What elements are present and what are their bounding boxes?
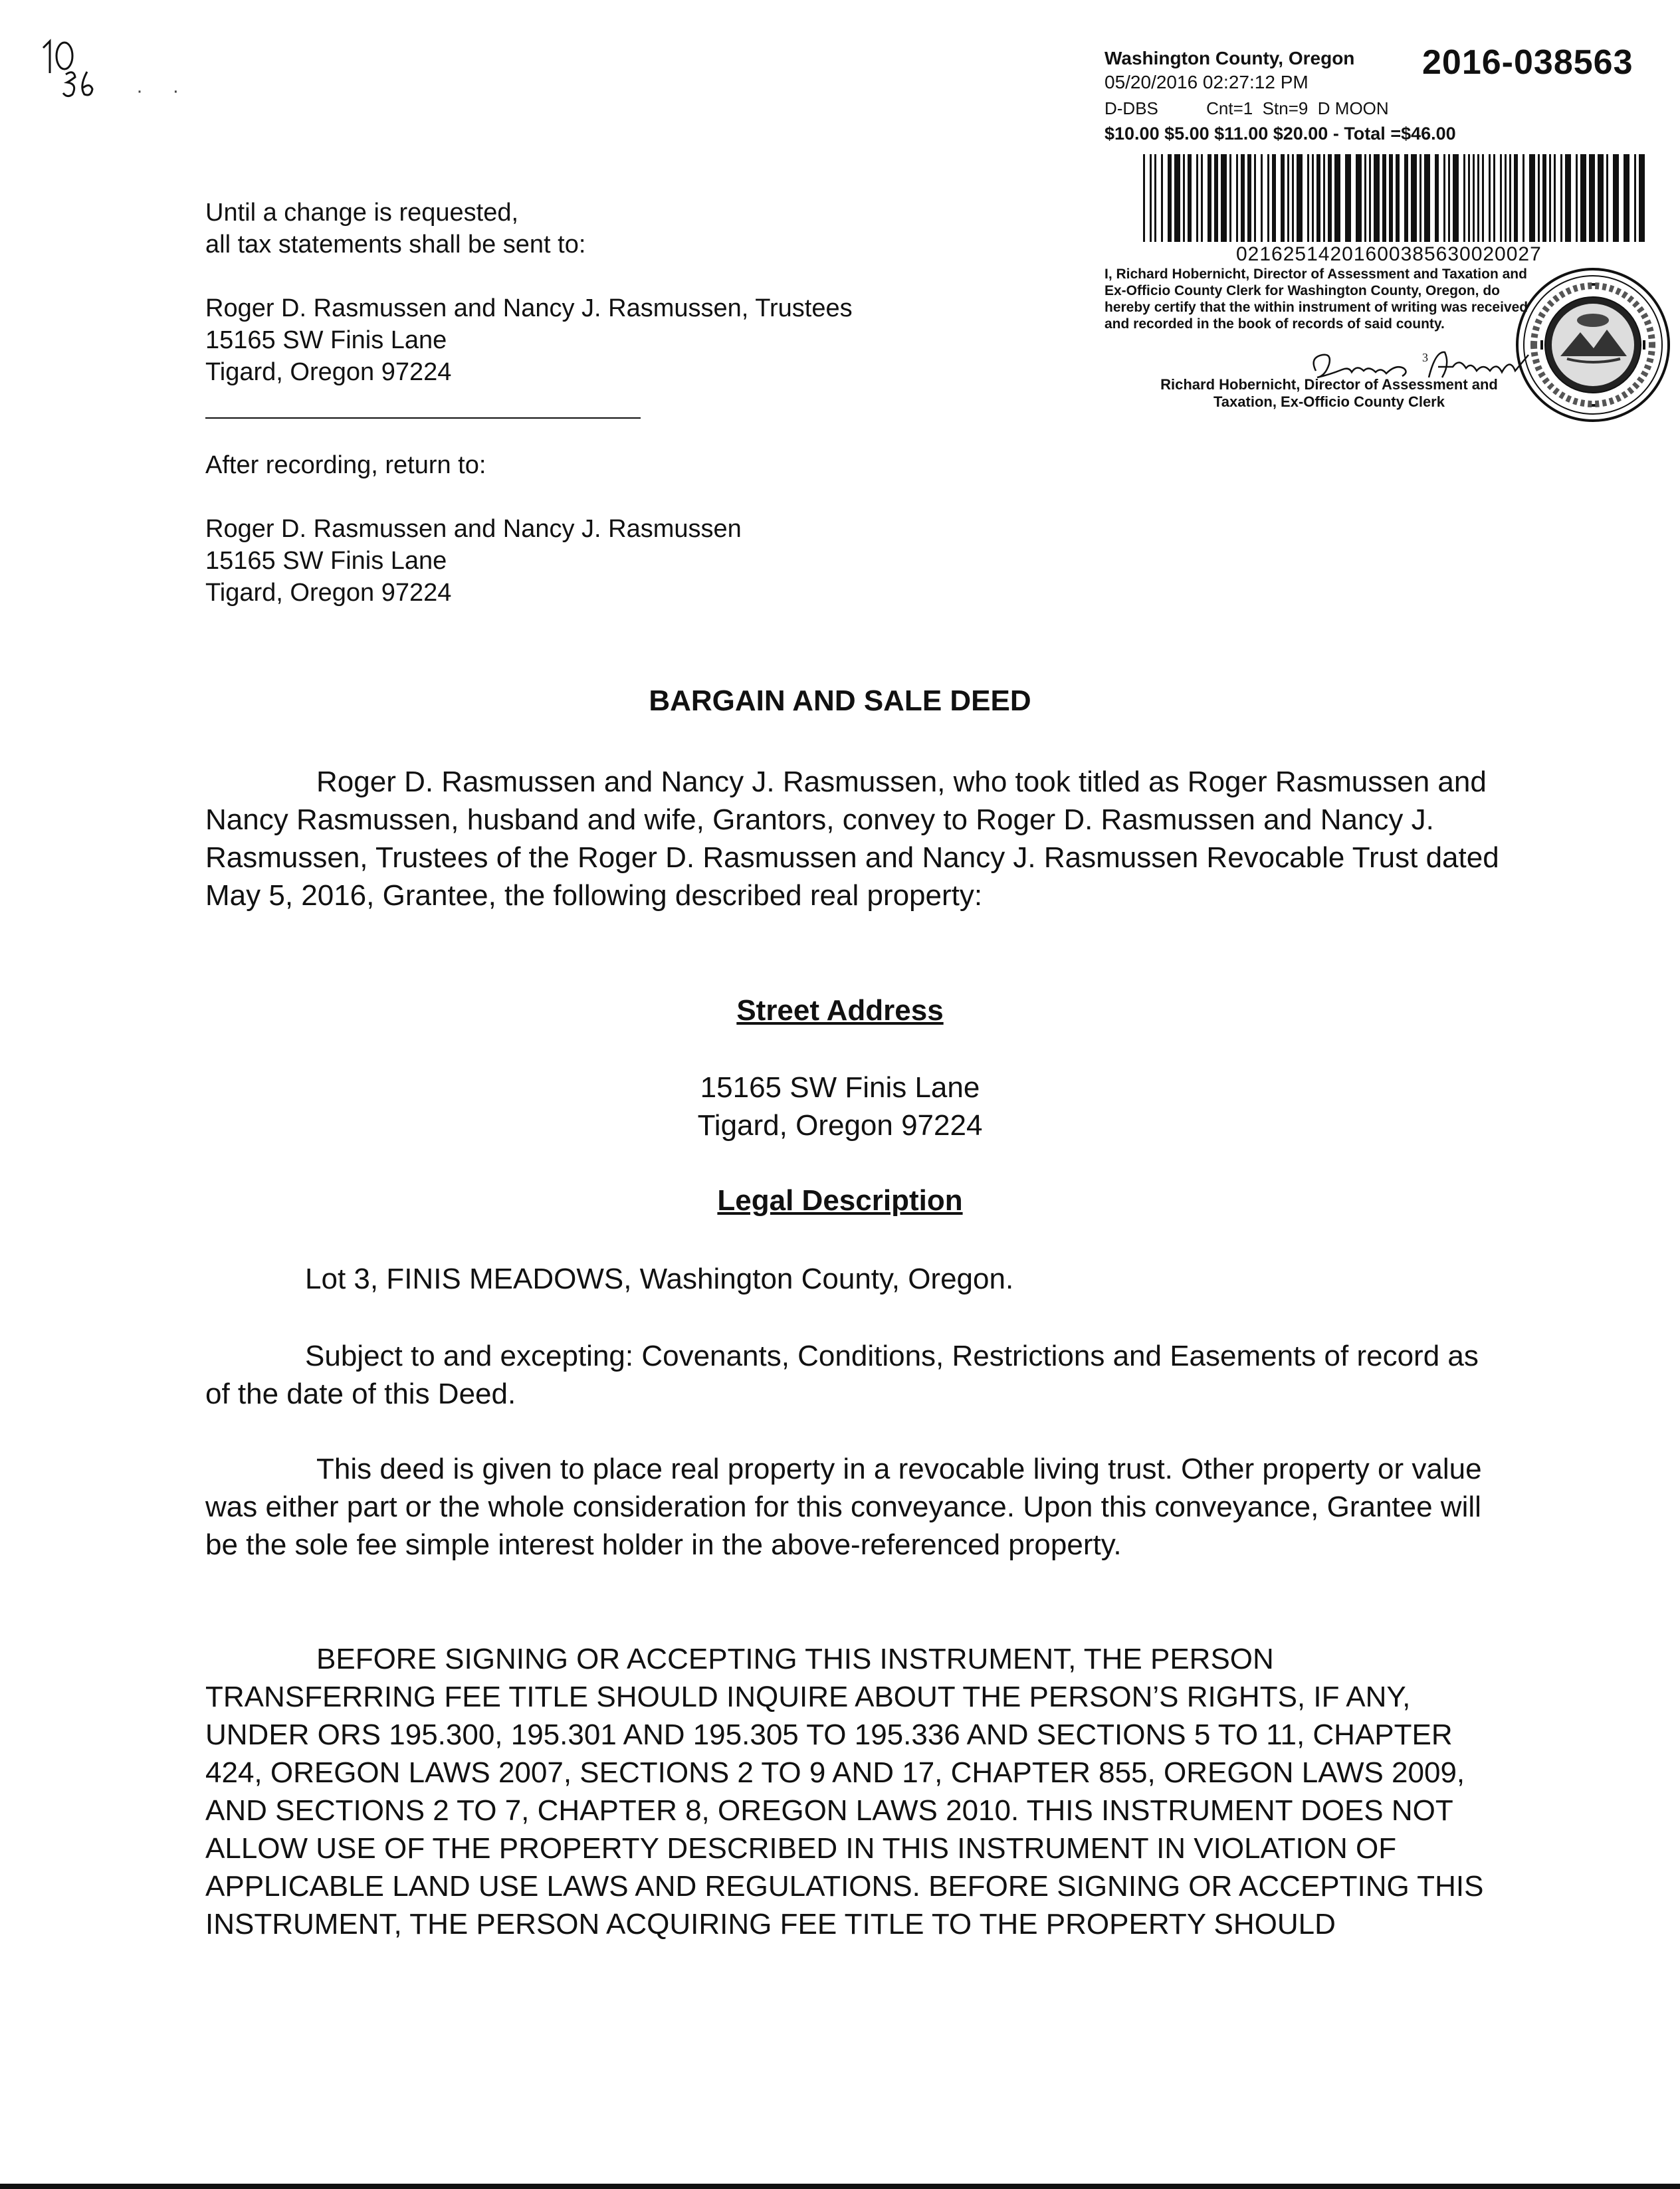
barcode-bar bbox=[1356, 154, 1362, 242]
barcode-bar bbox=[1448, 154, 1450, 242]
barcode-bar bbox=[1634, 154, 1636, 242]
barcode-bar bbox=[1613, 154, 1619, 242]
barcode-bar bbox=[1254, 154, 1256, 242]
barcode-bar bbox=[1247, 154, 1251, 242]
barcode-bar bbox=[1323, 154, 1325, 242]
recording-certificate: I, Richard Hobernicht, Director of Assessment and Taxation and Ex-Officio County Clerk for Washington County, Oregon, do hereby certify that the within instrument of writing was received and recorded in the book of records of said county. bbox=[1104, 266, 1528, 332]
barcode-bar bbox=[1261, 154, 1263, 242]
tax-statements-name: Roger D. Rasmussen and Nancy J. Rasmussen, Trustees bbox=[205, 294, 853, 322]
barcode-bar bbox=[1522, 154, 1524, 242]
barcode-bar bbox=[1267, 154, 1269, 242]
barcode-bar bbox=[1214, 154, 1218, 242]
barcode-bar bbox=[1161, 154, 1163, 242]
barcode bbox=[1143, 154, 1648, 242]
barcode-bar bbox=[1229, 154, 1231, 242]
barcode-bar bbox=[1576, 154, 1578, 242]
barcode-bar bbox=[1396, 154, 1400, 242]
barcode-bar bbox=[1411, 154, 1417, 242]
barcode-bar bbox=[1345, 154, 1351, 242]
return-to-name: Roger D. Rasmussen and Nancy J. Rasmussen bbox=[205, 515, 742, 543]
barcode-bar bbox=[1201, 154, 1203, 242]
barcode-bar bbox=[1328, 154, 1332, 242]
barcode-bar bbox=[1307, 154, 1309, 242]
barcode-bar bbox=[1316, 154, 1320, 242]
document-number: 2016-038563 bbox=[1422, 43, 1633, 82]
barcode-bar bbox=[1500, 154, 1502, 242]
barcode-bar bbox=[1443, 154, 1445, 242]
deed-intro-paragraph: Roger D. Rasmussen and Nancy J. Rasmussen, who took titled as Roger Rasmussen and Nancy Rasmussen, husband and wife, Grantors, convey to Roger D. Rasmussen and Nancy J. Rasmussen, Trustees of the Roger D. Rasmussen and Nancy J. Rasmussen Revocable Trust dated May 5, 2016, Grantee, the following described real property: bbox=[205, 766, 1499, 912]
return-to-block bbox=[205, 449, 742, 609]
statutory-warning-paragraph: BEFORE SIGNING OR ACCEPTING THIS INSTRUMENT, THE PERSON TRANSFERRING FEE TITLE SHOULD INQUIRE ABOUT THE PERSON’S RIGHTS, IF ANY, UNDER ORS 195.300, 195.301 AND 195.305 TO 195.336 AND SECTIONS 5 TO 11, CHAPTER 424, OREGON LAWS 2007, SECTIONS 2 TO 9 AND 17, CHAPTER 855, OREGON LAWS 2009, AND SECTIONS 2 TO 7, CHAPTER 8, OREGON LAWS 2010. THIS INSTRUMENT DOES NOT ALLOW USE OF THE PROPERTY DESCRIBED IN THIS INSTRUMENT IN VIOLATION OF APPLICABLE LAND USE LAWS AND REGULATIONS. BEFORE SIGNING OR ACCEPTING THIS INSTRUMENT, THE PERSON ACQUIRING FEE TITLE TO THE PROPERTY SHOULD bbox=[205, 1643, 1484, 1940]
barcode-bar bbox=[1188, 154, 1192, 242]
deed-title: BARGAIN AND SALE DEED bbox=[649, 684, 1031, 717]
tax-statements-line-2: all tax statements shall be sent to: bbox=[205, 231, 586, 259]
tax-statements-line-1: Until a change is requested, bbox=[205, 199, 519, 227]
barcode-bar bbox=[1404, 154, 1408, 242]
tax-statements-city: Tigard, Oregon 97224 bbox=[205, 358, 452, 386]
barcode-bar bbox=[1463, 154, 1465, 242]
barcode-bar bbox=[1598, 154, 1604, 242]
separator-rule bbox=[205, 417, 641, 419]
barcode-bar bbox=[1489, 154, 1491, 242]
barcode-bar bbox=[1174, 154, 1180, 242]
barcode-bar bbox=[1509, 154, 1511, 242]
barcode-bar bbox=[1272, 154, 1276, 242]
tax-statements-street: 15165 SW Finis Lane bbox=[205, 326, 447, 354]
recording-fees: $10.00 $5.00 $11.00 $20.00 - Total =$46.00 bbox=[1104, 124, 1456, 144]
barcode-bar bbox=[1208, 154, 1211, 242]
barcode-bar bbox=[1538, 154, 1540, 242]
street-address-line-2: Tigard, Oregon 97224 bbox=[697, 1109, 983, 1142]
barcode-bar bbox=[1589, 154, 1595, 242]
street-address-line-1: 15165 SW Finis Lane bbox=[700, 1071, 980, 1104]
barcode-bar bbox=[1419, 154, 1421, 242]
page-bottom-edge bbox=[0, 2184, 1680, 2189]
barcode-bar bbox=[1529, 154, 1535, 242]
barcode-bar bbox=[1606, 154, 1608, 242]
barcode-bar bbox=[1287, 154, 1289, 242]
legal-description-heading: Legal Description bbox=[717, 1184, 963, 1217]
barcode-bar bbox=[1196, 154, 1198, 242]
barcode-bar bbox=[1473, 154, 1475, 242]
subject-to-paragraph: Subject to and excepting: Covenants, Conditions, Restrictions and Easements of record as of the date of this Deed. bbox=[205, 1340, 1479, 1410]
recording-datetime: 05/20/2016 02:27:12 PM bbox=[1104, 72, 1309, 92]
tax-statements-block bbox=[205, 197, 853, 388]
barcode-bar bbox=[1143, 154, 1145, 242]
barcode-bar bbox=[1560, 154, 1562, 242]
barcode-bar bbox=[1453, 154, 1459, 242]
clerk-line-2: Taxation, Ex-Officio County Clerk bbox=[1213, 393, 1445, 410]
barcode-bar bbox=[1639, 154, 1645, 242]
barcode-bar bbox=[1482, 154, 1484, 242]
barcode-bar bbox=[1154, 154, 1156, 242]
street-address-heading: Street Address bbox=[736, 994, 944, 1027]
barcode-bar bbox=[1374, 154, 1380, 242]
county-seal-icon bbox=[1514, 266, 1672, 424]
barcode-bar bbox=[1236, 154, 1238, 242]
barcode-bar bbox=[1292, 154, 1294, 242]
barcode-bar bbox=[1168, 154, 1172, 242]
barcode-bar bbox=[1549, 154, 1551, 242]
barcode-bar bbox=[1624, 154, 1629, 242]
recording-codes: D-DBS Cnt=1 Stn=9 D MOON bbox=[1104, 98, 1389, 118]
barcode-bar bbox=[1565, 154, 1571, 242]
barcode-bar bbox=[1514, 154, 1518, 242]
clerk-line-1: Richard Hobernicht, Director of Assessment and bbox=[1160, 376, 1498, 393]
return-to-city: Tigard, Oregon 97224 bbox=[205, 579, 452, 607]
barcode-bar bbox=[1505, 154, 1507, 242]
barcode-bar bbox=[1389, 154, 1393, 242]
return-to-street: 15165 SW Finis Lane bbox=[205, 547, 447, 575]
scan-marks: · · bbox=[136, 80, 191, 102]
return-to-label: After recording, return to: bbox=[205, 451, 486, 479]
svg-text:3: 3 bbox=[1422, 351, 1428, 364]
barcode-bar bbox=[1424, 154, 1430, 242]
barcode-bar bbox=[1241, 154, 1245, 242]
barcode-bar bbox=[1435, 154, 1439, 242]
barcode-bar bbox=[1364, 154, 1366, 242]
barcode-bar bbox=[1468, 154, 1470, 242]
barcode-bar bbox=[1221, 154, 1227, 242]
barcode-bar bbox=[1150, 154, 1152, 242]
clerk-name-block bbox=[1090, 376, 1568, 411]
barcode-bar bbox=[1312, 154, 1314, 242]
barcode-bar bbox=[1382, 154, 1386, 242]
trust-paragraph: This deed is given to place real property in a revocable living trust. Other property or value was either part or the whole consideration for this conveyance. Upon this conveyance, Grantee will be the sole fee simple interest holder in the above-referenced property. bbox=[205, 1453, 1482, 1561]
barcode-bar bbox=[1369, 154, 1371, 242]
barcode-bar bbox=[1183, 154, 1185, 242]
barcode-bar bbox=[1334, 154, 1340, 242]
barcode-bar bbox=[1281, 154, 1285, 242]
barcode-number: 02162514201600385630020027 bbox=[1236, 243, 1542, 265]
legal-description-text: Lot 3, FINIS MEADOWS, Washington County, Oregon. bbox=[305, 1263, 1014, 1295]
barcode-bar bbox=[1477, 154, 1479, 242]
barcode-bar bbox=[1542, 154, 1546, 242]
recording-county: Washington County, Oregon bbox=[1104, 48, 1355, 68]
barcode-bar bbox=[1297, 154, 1303, 242]
barcode-bar bbox=[1493, 154, 1495, 242]
handwritten-note bbox=[37, 33, 110, 106]
barcode-bar bbox=[1580, 154, 1586, 242]
barcode-bar bbox=[1554, 154, 1556, 242]
